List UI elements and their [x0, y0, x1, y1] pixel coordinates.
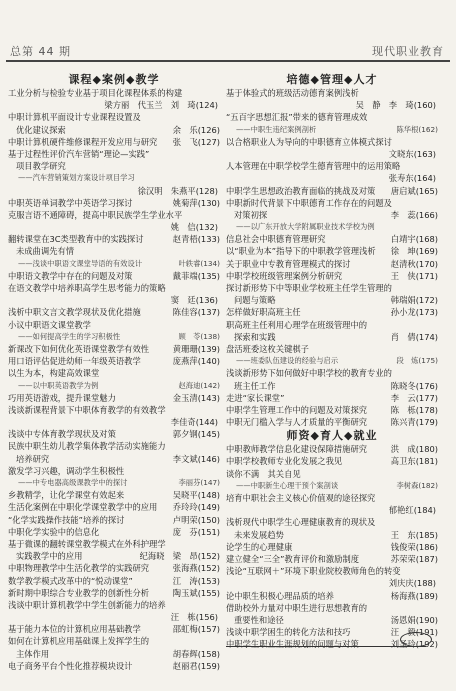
- entry-title: 生活化案例在中职化学课堂教学中的应用: [8, 502, 158, 513]
- entry-title: 工业分析与检验专业基于项目化课程体系的构建: [8, 88, 183, 98]
- toc-entry: [8, 635, 220, 647]
- entry-title: 中职新时代背景下中职德育工作存在的问题及: [226, 197, 392, 208]
- entry-title: 对策初探: [234, 209, 268, 220]
- entry-title: 中职学校教师专业化发展之我见: [226, 456, 343, 467]
- toc-entry: [8, 258, 220, 270]
- entry-author-page: 姚菊萍(130): [170, 197, 220, 209]
- entry-title: 课程◆案例◆教学: [68, 73, 160, 86]
- toc-entry: [226, 282, 438, 294]
- entry-title: 用口语评估促进幼师一年级英语教学: [8, 356, 141, 367]
- toc-entry: [8, 440, 220, 452]
- toc-entry: [8, 160, 220, 172]
- toc-entry: [226, 367, 438, 379]
- entry-title: 张寿东(164): [388, 173, 436, 184]
- handwritten-underline-mark: [226, 646, 426, 647]
- toc-entry: [226, 468, 438, 480]
- entry-title: ——中专电器高级课教学中的探讨: [18, 478, 128, 487]
- toc-entry: [226, 148, 438, 160]
- entry-author-page: 庞燕萍(140): [170, 355, 220, 367]
- entry-author-page: 陈兴青(179): [388, 416, 438, 428]
- entry-title: 中职学生思想政治教育面临的挑战及对策: [226, 185, 376, 196]
- toc-entry: [226, 245, 438, 257]
- toc-entry: [226, 87, 438, 99]
- toc-entry: [226, 197, 438, 209]
- entry-title: ——班委队伍建设的经验与启示: [236, 356, 339, 366]
- toc-entry: [226, 355, 438, 367]
- toc-entry: [226, 319, 438, 331]
- toc-entry: [8, 197, 220, 209]
- entry-title: 徐汉明 朱燕平(128): [137, 185, 218, 196]
- entry-author-page: 洪 成(180): [388, 443, 438, 455]
- toc-entry: [8, 331, 220, 343]
- entry-title: ——以中职英语教学为例: [18, 380, 99, 390]
- toc-entry: [226, 565, 438, 577]
- entry-title: 中职无门槛入学与人才质量的平衡研究: [226, 417, 368, 428]
- toc-entry: [226, 136, 438, 148]
- entry-author-page: 李树森(182): [393, 480, 438, 492]
- toc-entry: [8, 416, 220, 428]
- toc-entry: [226, 590, 438, 602]
- entry-title: 培德◆管理◆人才: [286, 73, 378, 86]
- entry-author-page: 张海燕(152): [170, 562, 220, 574]
- toc-entry: [8, 575, 220, 587]
- toc-entry: [226, 577, 438, 589]
- toc-entry: [8, 562, 220, 574]
- entry-author-page: 郭夕钢(145): [170, 428, 220, 440]
- entry-title: ——浅谈中职语文课堂导语的有效设计: [18, 258, 143, 268]
- header-rule: [6, 60, 450, 62]
- toc-entry: [8, 148, 220, 160]
- entry-author-page: 李 蕊(166): [388, 209, 438, 221]
- toc-entry: [8, 380, 220, 392]
- entry-author-page: 段 炼(175): [393, 355, 438, 367]
- toc-entry: [226, 343, 438, 355]
- toc-entry: [8, 404, 220, 416]
- entry-title: 电子商务平台个性化推荐模块设计: [8, 660, 133, 671]
- entry-author-page: 张 飞(127): [170, 136, 220, 148]
- entry-title: 中职化学实验中的信息化: [8, 526, 100, 537]
- entry-author-page: 王 东(185): [388, 529, 438, 541]
- entry-author-page: 赵海迪(142): [175, 380, 220, 392]
- entry-title: 重要性和途径: [234, 614, 284, 625]
- entry-author-page: 赵清秋(170): [388, 258, 438, 270]
- entry-title: 谈你不满 其关自见: [226, 468, 301, 479]
- entry-title: 中职计算机硬件维修课程开发应用与研究: [8, 136, 158, 147]
- page-header: [0, 0, 456, 62]
- entry-author-page: 唐启斌(165): [388, 185, 438, 197]
- entry-title: 新时期中职综合专业教学的创新性分析: [8, 587, 150, 598]
- entry-author-page: 庞 芬(151): [170, 526, 220, 538]
- issue-number: 总第 44 期: [10, 45, 71, 58]
- entry-author-page: 徐 坤(169): [388, 245, 438, 257]
- entry-author-page: 余 乐(126): [170, 124, 220, 136]
- entry-title: 中职学生管理工作中的问题及对策探究: [226, 404, 368, 415]
- toc-right-column: [226, 72, 438, 682]
- entry-author-page: 顾 苓(138): [175, 331, 220, 343]
- entry-author-page: 陈华根(162): [393, 124, 438, 136]
- entry-title: 人本管理在中职学校学生德育管理中的运用策略: [226, 161, 401, 172]
- entry-title: 文晓东(163): [388, 148, 436, 159]
- entry-author-page: 陈晓冬(176): [388, 380, 438, 392]
- toc-entry: [8, 428, 220, 440]
- entry-title: 基于微课的翻转课堂教学模式在外科护理学: [8, 538, 166, 549]
- toc-entry: [8, 611, 220, 623]
- entry-title: 论中职生积极心理品质的培养: [226, 590, 334, 601]
- entry-author-page: 邵虹梅(157): [170, 623, 220, 635]
- entry-title: 中职语文教学中存在的问题及对策: [8, 270, 133, 281]
- toc-entry: [226, 602, 438, 614]
- entry-title: 巧用英语游戏，提升课堂魅力: [8, 392, 116, 403]
- entry-title: 以“职业为本”指导下的中职教学管理浅析: [226, 246, 376, 257]
- entry-title: 梁方丽 代玉兰 刘 琦(124): [104, 100, 218, 111]
- entry-author-page: 李 云(177): [388, 392, 438, 404]
- entry-title: “化学实践操作技能”培养的探讨: [8, 514, 125, 525]
- toc-entry: [8, 477, 220, 489]
- entry-title: 浅析现代中职学生心理健康教育的现状及: [226, 517, 376, 528]
- entry-author-page: 赵丽君(159): [170, 660, 220, 672]
- entry-author-page: 韩瑞娟(172): [388, 294, 438, 306]
- toc-entry: [226, 294, 438, 306]
- entry-author-page: 李文斌(146): [170, 453, 220, 465]
- entry-title: 怎样做好职高班主任: [226, 307, 301, 318]
- entry-title: 基于能力本位的计算机应用基础教学: [8, 624, 141, 635]
- entry-title: 窦 廷(136): [170, 295, 218, 306]
- entry-title: 中职学生职业生涯规划的问题与对策: [226, 639, 359, 650]
- toc-entry: [8, 660, 220, 672]
- entry-title: 中职计算机平面设计专业课程设置及: [8, 112, 141, 123]
- entry-author-page: 刘圣玲(192): [388, 638, 438, 650]
- entry-title: 以合格职业人为导向的中职德育立体模式探讨: [226, 136, 392, 147]
- entry-title: 优化建议探索: [16, 124, 66, 135]
- entry-title: 基于过程性评价汽车营销“理论—实践”: [8, 148, 150, 159]
- entry-title: 浅析中职文言文教学现状及优化措施: [8, 307, 141, 318]
- toc-left-column: [8, 72, 220, 682]
- entry-author-page: 陈 栎(178): [388, 404, 438, 416]
- entry-title: 培养研究: [16, 453, 50, 464]
- toc-entry: [226, 331, 438, 343]
- toc-entry: [8, 270, 220, 282]
- toc-entry: [8, 233, 220, 245]
- toc-entry: [226, 258, 438, 270]
- toc-entry: [226, 99, 438, 111]
- toc-entry: [8, 245, 220, 257]
- entry-title: ——中职新生心理干预个案剖谈: [236, 480, 339, 490]
- entry-author-page: 卢明荣(150): [170, 514, 220, 526]
- entry-title: 关于职业中专教育管理模式的探讨: [226, 258, 351, 269]
- entry-title: 在语文教学中培养职高学生思考能力的策略: [8, 283, 166, 293]
- entry-title: 激发学习兴趣，调动学生积极性: [8, 465, 125, 476]
- toc-entry: [8, 599, 220, 611]
- entry-title: 中职物理教学中生活化教学的实践研究: [8, 563, 150, 574]
- section-heading: [226, 72, 438, 87]
- toc-entry: [226, 380, 438, 392]
- entry-author-page: 钱俊荣(186): [388, 541, 438, 553]
- toc-entry: [8, 526, 220, 538]
- toc-entry: [8, 209, 220, 221]
- toc-entry: [8, 587, 220, 599]
- entry-title: 实践教学中的应用: [16, 551, 83, 562]
- entry-author-page: 黄珊珊(139): [170, 343, 220, 355]
- entry-author-page: 苏荣荣(187): [388, 553, 438, 565]
- toc-entry: [8, 514, 220, 526]
- entry-title: 如何在计算机应用基础课上发挥学生的: [8, 636, 150, 647]
- toc-entry: [8, 648, 220, 660]
- toc-entry: [8, 465, 220, 477]
- entry-title: 民族中职生幼儿教学集体教学活动实施能力: [8, 441, 166, 452]
- toc-entry: [226, 529, 438, 541]
- entry-author-page: 肖 倩(174): [388, 331, 438, 343]
- toc-entry: [226, 480, 438, 492]
- entry-title: 培育中职社会主义核心价值观的途径探究: [226, 493, 376, 503]
- toc-entry: [8, 172, 220, 184]
- toc-entry: [226, 160, 438, 172]
- toc-entry: [8, 367, 220, 379]
- entry-title: 主体作用: [16, 648, 50, 659]
- entry-title: 班主任工作: [234, 380, 276, 391]
- entry-title: 探索和实践: [234, 331, 276, 342]
- entry-author-page: 赵青梧(133): [170, 233, 220, 245]
- entry-author-page: 戴菲端(135): [170, 270, 220, 282]
- entry-title: 走进“家长课堂”: [226, 392, 285, 403]
- toc-entry: [8, 392, 220, 404]
- entry-author-page: 王 侠(171): [388, 270, 438, 282]
- entry-author-page: 汪 毅(191): [388, 626, 438, 638]
- toc-entry: [226, 221, 438, 233]
- entry-author-page: 陈佳容(137): [170, 306, 220, 318]
- toc-entry: [8, 319, 220, 331]
- entry-title: 李佳奇(144): [170, 417, 218, 428]
- entry-title: 浅论“互联网＋”环境下职业院校教师角色的转变: [226, 566, 401, 577]
- toc-entry: [226, 492, 438, 504]
- journal-title: 现代职业教育: [372, 45, 444, 58]
- entry-author-page: 孙小龙(173): [388, 306, 438, 318]
- toc-entry: [226, 185, 438, 197]
- entry-author-page: 叶轶睿(134): [175, 258, 220, 270]
- entry-title: 职高班主任利用心理学在班级管理中的: [226, 319, 368, 330]
- entry-title: 汪 栋(156): [170, 612, 218, 623]
- toc-entry: [8, 87, 220, 99]
- entry-title: 探讨新形势下中等职业学校班主任学生管理的: [226, 283, 392, 293]
- entry-title: “五百字思想汇报”带来的德育管理成效: [226, 112, 368, 123]
- toc-entry: [226, 416, 438, 428]
- entry-title: 建立健全“三全”教育评价和激励制度: [226, 553, 360, 564]
- handwritten-circle-mark: [400, 632, 432, 647]
- toc-entry: [226, 443, 438, 455]
- toc-entry: [226, 124, 438, 136]
- entry-title: 中职教师教学信息化建设保障措施研究: [226, 444, 368, 455]
- entry-title: 乡教精学，让化学课堂有效起来: [8, 490, 125, 501]
- entry-title: 新课改下如何优化英语课堂教学有效性: [8, 343, 150, 354]
- entry-title: 浅谈中职计算机教学中学生创新能力的培养: [8, 599, 166, 610]
- toc-entry: [226, 553, 438, 565]
- toc-entry: [8, 99, 220, 111]
- entry-title: 以生为本，构建高效课堂: [8, 368, 100, 379]
- entry-title: 未成曲调先有情: [16, 246, 75, 257]
- toc-entry: [8, 282, 220, 294]
- toc-entry: [226, 455, 438, 467]
- toc-entry: [8, 136, 220, 148]
- toc-entry: [8, 306, 220, 318]
- entry-author-page: 江 涛(153): [170, 575, 220, 587]
- toc-entry: [226, 541, 438, 553]
- entry-title: 数学教学模式改革中的“悦动课堂”: [8, 575, 133, 586]
- toc-entry: [226, 209, 438, 221]
- toc-entry: [8, 501, 220, 513]
- toc-entry: [226, 233, 438, 245]
- entry-title: 郁艳红(184): [388, 505, 436, 516]
- entry-title: 盘活班委这枚关键棋子: [226, 343, 309, 354]
- entry-title: 克服言语不通障碍，提高中职民族学生学业水平: [8, 209, 183, 220]
- toc-entry: [8, 185, 220, 197]
- toc-entry: [226, 172, 438, 184]
- entry-author-page: 杨海燕(189): [388, 590, 438, 602]
- toc-entry: [8, 343, 220, 355]
- entry-title: 师资◆育人◆就业: [286, 429, 378, 443]
- entry-title: ——中职生违纪案例剖析: [236, 124, 317, 134]
- entry-title: 问题与策略: [234, 295, 276, 306]
- entry-title: 中职英语单词教学中英语学习探讨: [8, 197, 133, 208]
- toc-entry: [226, 504, 438, 516]
- entry-title: 小议中职语文课堂教学: [8, 319, 91, 330]
- toc-entry: [8, 355, 220, 367]
- toc-entry: [8, 111, 220, 123]
- entry-title: 未来发展趋势: [234, 529, 284, 540]
- entry-author-page: 纪海晓 梁 昂(152): [137, 550, 220, 562]
- entry-title: 姚 信(132): [170, 222, 218, 233]
- entry-title: ——汽车营销策划方案设计项目学习: [18, 173, 135, 183]
- toc-entry: [8, 124, 220, 136]
- entry-title: ——如何提高学生的学习积极性: [18, 331, 121, 341]
- toc-entry: [226, 306, 438, 318]
- entry-title: 中职学校班级管理案例分析研究: [226, 270, 343, 281]
- entry-title: 浅谈新形势下如何做好中职学校的教育专业的: [226, 368, 392, 379]
- entry-title: 刘庆庆(188): [388, 578, 436, 589]
- toc-entry: [226, 516, 438, 528]
- section-heading: [8, 72, 220, 87]
- entry-author-page: 白靖宇(168): [388, 233, 438, 245]
- entry-author-page: 李丽芬(147): [175, 477, 220, 489]
- entry-author-page: 汤恩娟(190): [388, 614, 438, 626]
- entry-author-page: 高卫东(181): [388, 455, 438, 467]
- toc-entry: [8, 538, 220, 550]
- toc-entry: [226, 404, 438, 416]
- entry-title: 浅谈新课程背景下中职体育教学的有效教学: [8, 404, 166, 415]
- entry-title: 翻转课堂在3C类型教育中的实践探讨: [8, 234, 144, 245]
- toc-entry: [226, 270, 438, 282]
- entry-title: 信息社会中职德育管理研究: [226, 234, 326, 245]
- entry-title: 项目教学研究: [16, 161, 66, 172]
- entry-title: 浅谈中职学困生的转化方法和技巧: [226, 627, 351, 638]
- toc-entry: [8, 453, 220, 465]
- entry-title: 基于体验式的班级活动德育案例浅析: [226, 88, 359, 98]
- toc-entry: [8, 550, 220, 562]
- entry-author-page: 金玉清(143): [170, 392, 220, 404]
- toc-entry: [226, 111, 438, 123]
- toc-entry: [8, 294, 220, 306]
- toc-entry: [8, 221, 220, 233]
- toc-entry: [226, 614, 438, 626]
- toc-entry: [8, 623, 220, 635]
- entry-title: 浅谈中专体育教学现状及对策: [8, 429, 116, 440]
- entry-author-page: 乔玲玲(149): [170, 501, 220, 513]
- entry-title: ——以广东开放大学附属职业技术学校为例: [236, 222, 375, 232]
- entry-title: 吴 静 李 琦(160): [355, 100, 436, 111]
- section-heading: [226, 428, 438, 443]
- entry-author-page: 胡春辉(158): [170, 648, 220, 660]
- toc-entry: [226, 392, 438, 404]
- entry-title: 论学生的心理健康: [226, 541, 293, 552]
- entry-author-page: 陶玉斌(155): [170, 587, 220, 599]
- entry-author-page: 吴晓平(148): [170, 489, 220, 501]
- entry-title: 借助校外力量对中职生进行思想教育的: [226, 602, 368, 613]
- toc-entry: [8, 489, 220, 501]
